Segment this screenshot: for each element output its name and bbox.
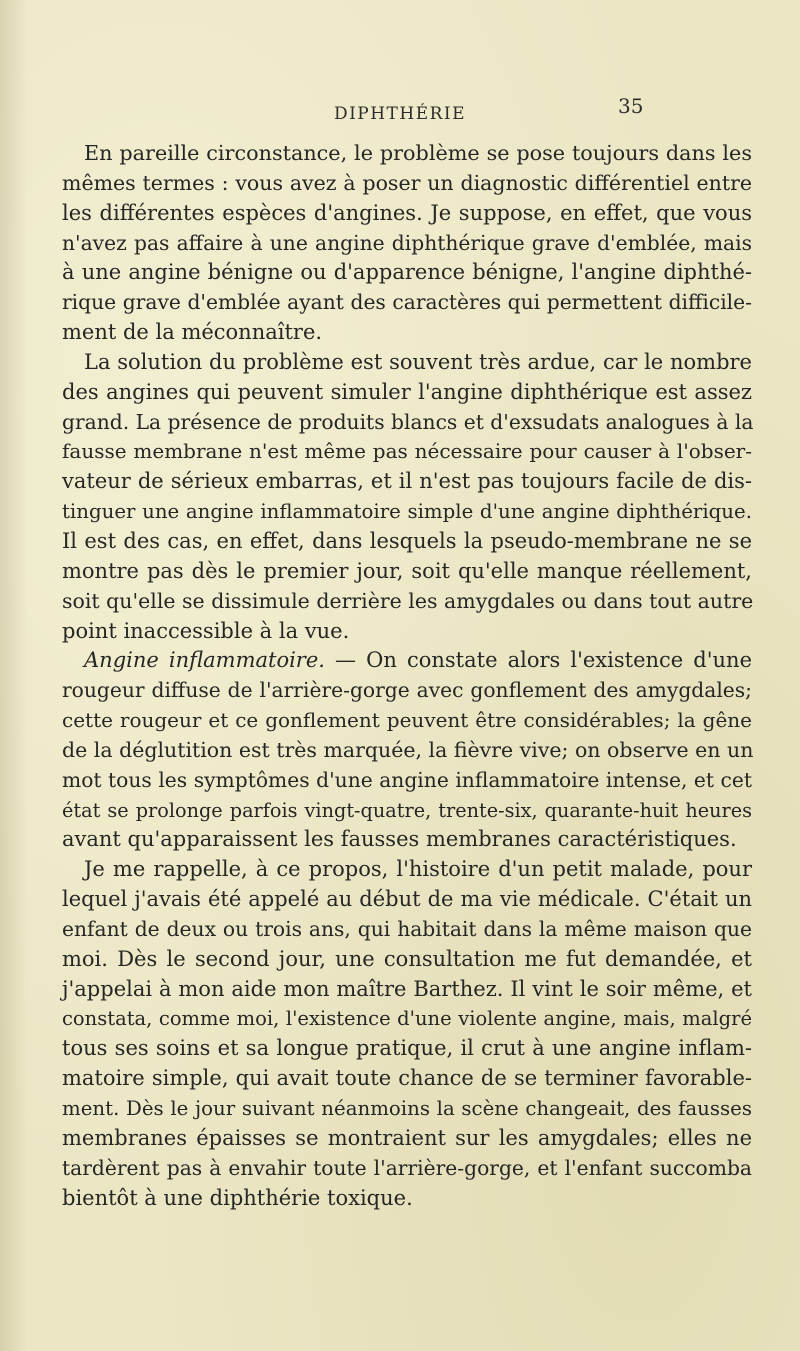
paragraph-1 bbox=[62, 139, 752, 348]
text-line: n'avez pas affaire à une angine diphthérique grave d'emblée, mais bbox=[62, 230, 752, 255]
text-line: rougeur diffuse de l'arrière-gorge avec gonflement des amygdales; bbox=[62, 678, 752, 703]
text-line: j'appelai à mon aide mon maître Barthez. Il vint le soir même, et bbox=[62, 976, 752, 1001]
text-line: Je me rappelle, à ce propos, l'histoire d'un petit malade, pour bbox=[84, 857, 752, 882]
text-line: bientôt à une diphthérie toxique. bbox=[62, 1185, 413, 1210]
text-line: ment de la méconnaître. bbox=[62, 320, 323, 345]
text-line: des angines qui peuvent simuler l'angine diphthérique est assez bbox=[62, 379, 752, 404]
text-line: tous ses soins et sa longue pratique, il crut à une angine inflam- bbox=[62, 1036, 752, 1061]
page-fold-shadow bbox=[0, 0, 28, 1351]
text-line: point inaccessible à la vue. bbox=[62, 618, 350, 643]
text-line-rest: — On constate alors l'existence d'une bbox=[324, 648, 752, 673]
text-line: les différentes espèces d'angines. Je suppose, en effet, que vous bbox=[62, 200, 752, 225]
text-line: tardèrent pas à envahir toute l'arrière-gorge, et l'enfant succomba bbox=[62, 1155, 752, 1180]
text-line: En pareille circonstance, le problème se pose toujours dans les bbox=[84, 141, 752, 165]
text-line: rique grave d'emblée ayant des caractères qui permettent difficile- bbox=[62, 290, 752, 315]
text-line: lequel j'avais été appelé au début de ma vie médicale. C'était un bbox=[62, 887, 752, 912]
page-number: 35 bbox=[618, 94, 644, 118]
text-line-with-heading bbox=[62, 646, 752, 676]
section-heading: Angine inflammatoire. bbox=[84, 648, 325, 673]
paragraph-4 bbox=[62, 855, 752, 1213]
text-line: grand. La présence de produits blancs et d'exsudats analogues à la bbox=[62, 409, 754, 434]
text-line: membranes épaisses se montraient sur les amygdales; elles ne bbox=[62, 1125, 752, 1150]
text-line: mêmes termes : vous avez à poser un diagnostic différentiel entre bbox=[62, 170, 752, 195]
text-line: mot tous les symptômes d'une angine inflammatoire intense, et cet bbox=[62, 767, 752, 792]
text-line: fausse membrane n'est même pas nécessaire pour causer à l'obser- bbox=[62, 439, 752, 464]
text-line: tinguer une angine inflammatoire simple d'une angine diphthérique. bbox=[62, 500, 752, 524]
text-line: montre pas dès le premier jour, soit qu'elle manque réellement, bbox=[62, 558, 752, 583]
text-line: à une angine bénigne ou d'apparence bénigne, l'angine diphthé- bbox=[62, 260, 752, 285]
text-line: constata, comme moi, l'existence d'une violente angine, mais, malgré bbox=[62, 1007, 752, 1031]
text-line: avant qu'apparaissent les fausses membranes caractéristiques. bbox=[62, 827, 737, 852]
text-line: matoire simple, qui avait toute chance de se terminer favorable- bbox=[62, 1066, 752, 1091]
paragraph-3 bbox=[62, 646, 752, 855]
running-title: DIPHTHÉRIE bbox=[333, 104, 467, 124]
text-line: La solution du problème est souvent très ardue, car le nombre bbox=[84, 349, 752, 374]
text-line: moi. Dès le second jour, une consultation me fut demandée, et bbox=[62, 946, 752, 971]
text-line: de la déglutition est très marquée, la fièvre vive; on observe en un bbox=[62, 737, 754, 762]
text-line: soit qu'elle se dissimule derrière les amygdales ou dans tout autre bbox=[62, 588, 754, 613]
body-text bbox=[62, 139, 752, 1213]
text-line: vateur de sérieux embarras, et il n'est pas toujours facile de dis- bbox=[62, 469, 752, 494]
text-line: Il est des cas, en effet, dans lesquels la pseudo-membrane ne se bbox=[62, 528, 752, 553]
text-line: cette rougeur et ce gonflement peuvent être considérables; la gêne bbox=[62, 708, 752, 733]
paragraph-2 bbox=[62, 348, 752, 646]
text-line: état se prolonge parfois vingt-quatre, trente-six, quarante-huit heures bbox=[62, 798, 752, 822]
text-line: enfant de deux ou trois ans, qui habitait dans la même maison que bbox=[62, 916, 752, 941]
text-line: ment. Dès le jour suivant néanmoins la scène changeait, des fausses bbox=[62, 1097, 752, 1120]
